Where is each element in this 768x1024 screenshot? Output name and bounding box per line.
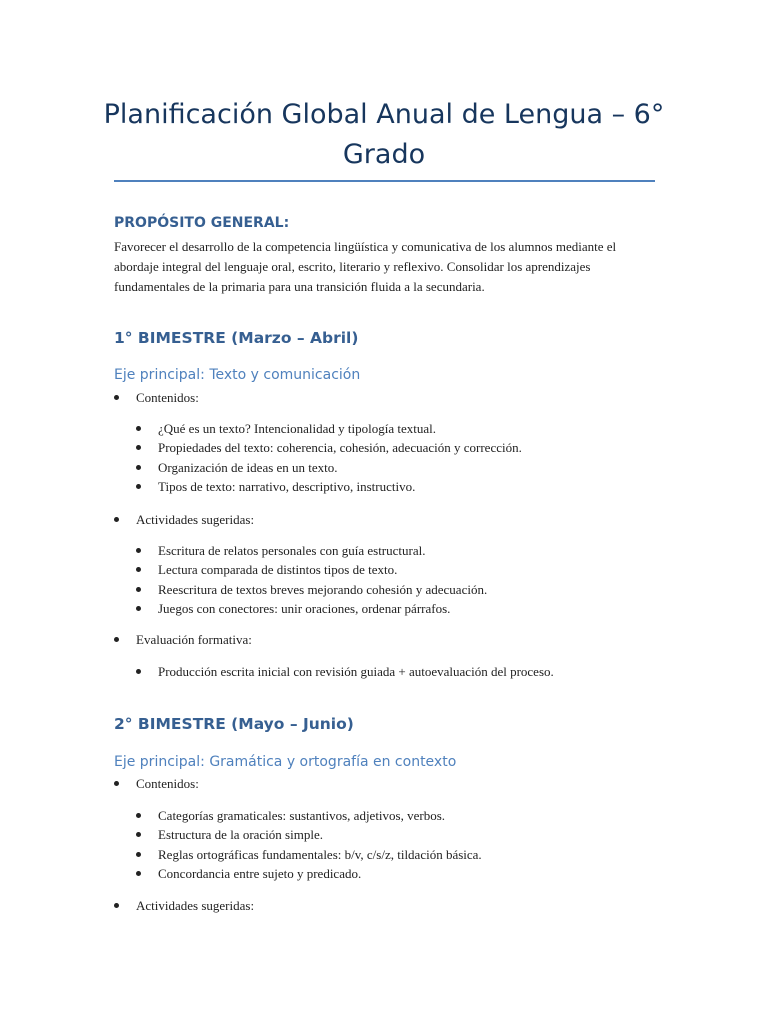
bimestre-2-contenidos-list xyxy=(158,806,482,883)
bimestre-1-actividades-label: Actividades sugeridas: xyxy=(136,510,254,529)
bullet-icon xyxy=(114,637,119,642)
list-item: Propiedades del texto: coherencia, cohesión, adecuación y corrección. xyxy=(158,438,522,457)
bullet-icon xyxy=(136,567,141,572)
list-item: Escritura de relatos personales con guía estructural. xyxy=(158,541,487,560)
bimestre-1-actividades-list xyxy=(158,541,487,618)
list-item: Tipos de texto: narrativo, descriptivo, instructivo. xyxy=(158,477,522,496)
list-item: ¿Qué es un texto? Intencionalidad y tipología textual. xyxy=(158,419,522,438)
bullet-icon xyxy=(136,548,141,553)
bimestre-2-actividades-label: Actividades sugeridas: xyxy=(136,896,254,915)
bullet-icon xyxy=(136,484,141,489)
purpose-text: Favorecer el desarrollo de la competencia lingüística y comunicativa de los alumnos mediante el abordaje integral del lenguaje oral, escrito, literario y reflexivo. Consolidar los aprendizajes fundamentales de la primaria para una transición fluida a la secundaria. xyxy=(114,239,617,294)
purpose-heading: PROPÓSITO GENERAL: xyxy=(114,215,290,231)
bullet-icon xyxy=(136,465,141,470)
bimestre-1-evaluacion-list xyxy=(158,662,554,681)
bullet-icon xyxy=(136,445,141,450)
list-item: Estructura de la oración simple. xyxy=(158,825,482,844)
document-title: Planificación Global Anual de Lengua – 6° Grado xyxy=(103,99,665,170)
bullet-icon xyxy=(136,832,141,837)
bimestre-1-eje: Eje principal: Texto y comunicación xyxy=(114,367,361,383)
bullet-icon xyxy=(114,395,119,400)
bullet-icon xyxy=(114,517,119,522)
bimestre-1-heading: 1° BIMESTRE (Marzo – Abril) xyxy=(114,329,359,347)
list-item: Producción escrita inicial con revisión guiada + autoevaluación del proceso. xyxy=(158,662,554,681)
bullet-icon xyxy=(136,669,141,674)
list-item: Lectura comparada de distintos tipos de texto. xyxy=(158,560,487,579)
list-item: Concordancia entre sujeto y predicado. xyxy=(158,864,482,883)
bullet-icon xyxy=(136,587,141,592)
bullet-icon xyxy=(136,852,141,857)
list-item: Juegos con conectores: unir oraciones, ordenar párrafos. xyxy=(158,599,487,618)
bimestre-1-evaluacion-label: Evaluación formativa: xyxy=(136,630,252,649)
list-item: Categorías gramaticales: sustantivos, adjetivos, verbos. xyxy=(158,806,482,825)
bimestre-2-heading: 2° BIMESTRE (Mayo – Junio) xyxy=(114,715,354,733)
bullet-icon xyxy=(136,426,141,431)
list-item: Reglas ortográficas fundamentales: b/v, c/s/z, tildación básica. xyxy=(158,845,482,864)
bimestre-2-contenidos-label: Contenidos: xyxy=(136,774,199,793)
bimestre-1-contenidos-label: Contenidos: xyxy=(136,388,199,407)
list-item: Reescritura de textos breves mejorando cohesión y adecuación. xyxy=(158,580,487,599)
title-underline xyxy=(114,180,655,182)
bullet-icon xyxy=(114,781,119,786)
bullet-icon xyxy=(136,606,141,611)
list-item: Organización de ideas en un texto. xyxy=(158,458,522,477)
bullet-icon xyxy=(136,813,141,818)
bullet-icon xyxy=(136,871,141,876)
bimestre-2-eje: Eje principal: Gramática y ortografía en contexto xyxy=(114,754,457,770)
bimestre-1-contenidos-list xyxy=(158,419,522,496)
bullet-icon xyxy=(114,903,119,908)
